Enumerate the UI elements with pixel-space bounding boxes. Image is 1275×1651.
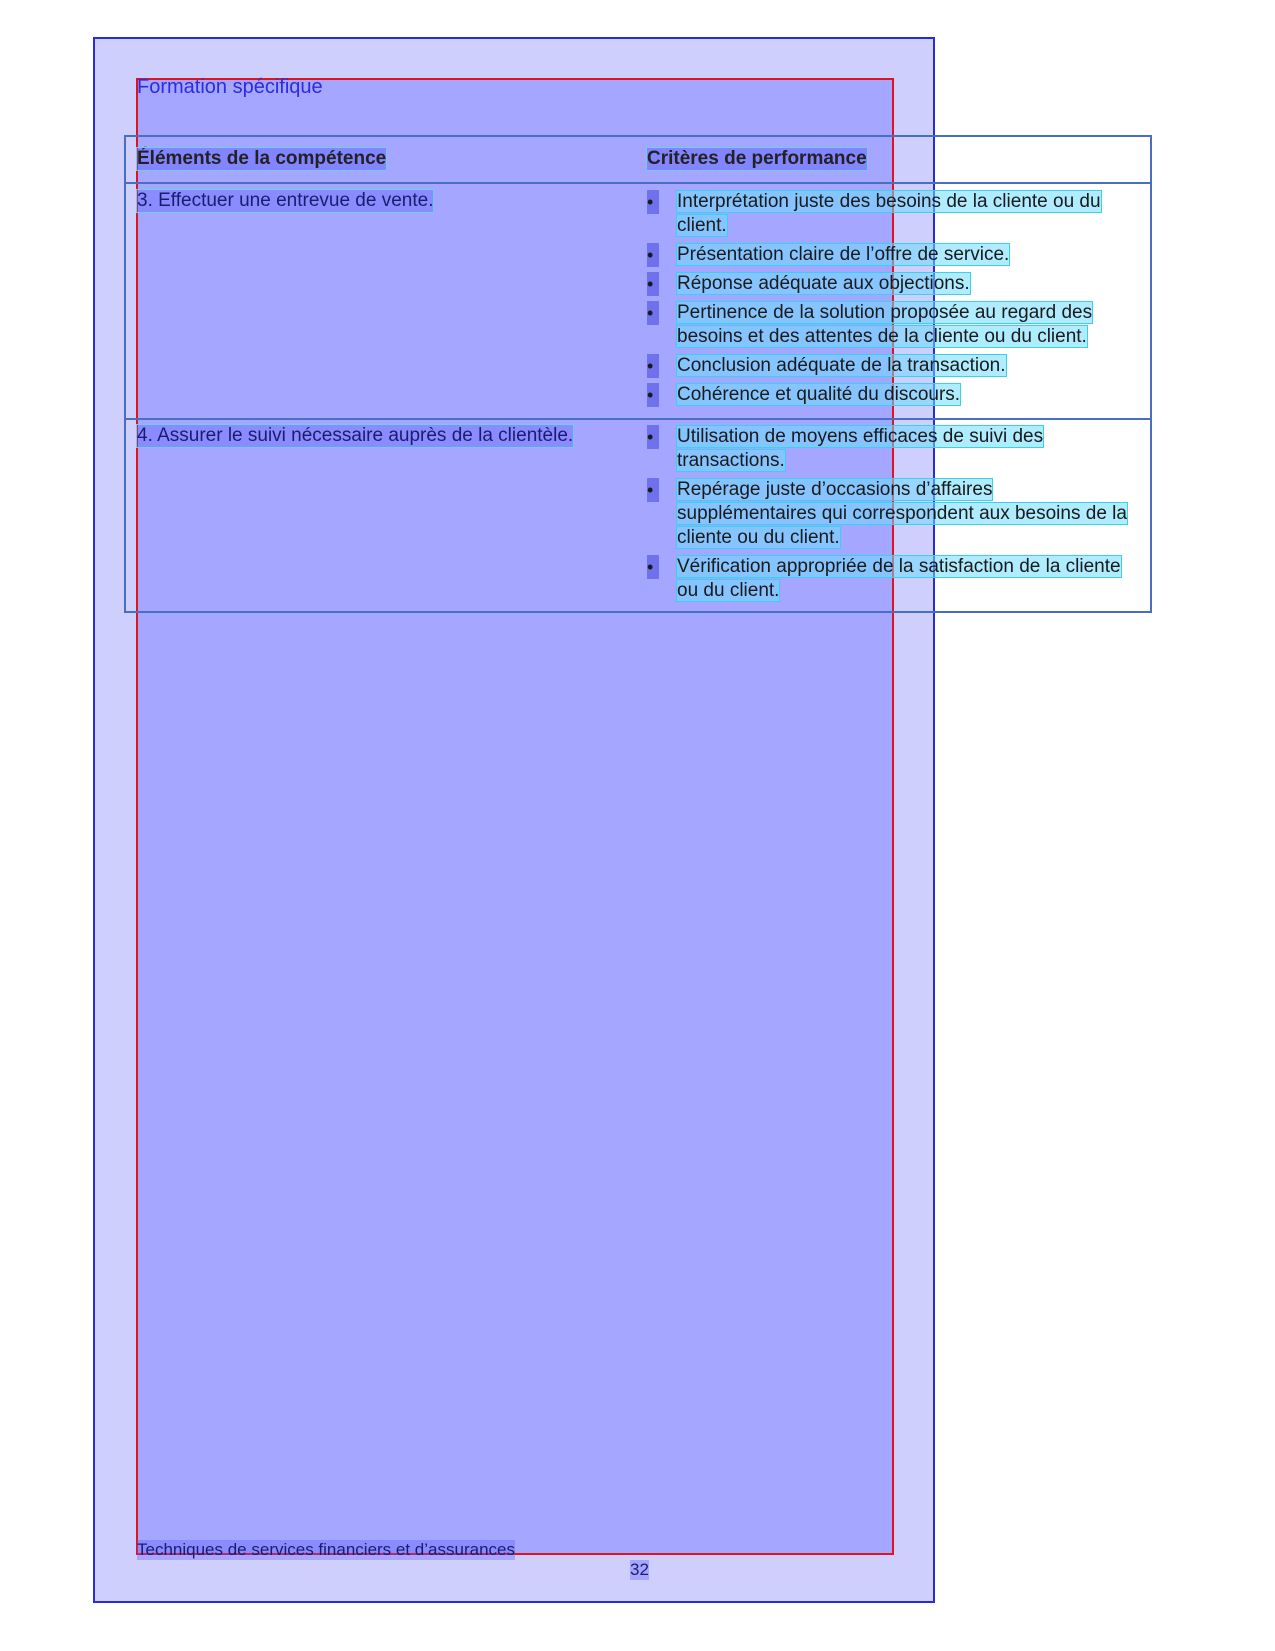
criterion-item: • Conclusion adéquate de la transaction. (647, 355, 1006, 376)
row-separator (126, 418, 1150, 420)
bullet-icon: • (647, 383, 659, 407)
criteria-list-row-4 (647, 425, 1127, 608)
criterion-item: • Présentation claire de l’offre de service. (647, 244, 1010, 265)
criterion-item: • Interprétation juste des besoins de la cliente ou du client. (647, 191, 1101, 236)
bullet-icon: • (647, 243, 659, 267)
header-criteria: Critères de performance (647, 148, 867, 169)
criterion-item: • Réponse adéquate aux objections. (647, 273, 970, 294)
criterion-item: • Pertinence de la solution proposée au regard des besoins et des attentes de la cliente ou du client. (647, 302, 1093, 347)
page-footer: Techniques de services financiers et d’assurances (137, 1540, 515, 1559)
bullet-icon: • (647, 301, 659, 325)
criterion-item: • Vérification appropriée de la satisfaction de la cliente ou du client. (647, 556, 1121, 601)
bullet-icon: • (647, 478, 659, 502)
bullet-icon: • (647, 354, 659, 378)
bullet-icon: • (647, 425, 659, 449)
element-row-4: 4. Assurer le suivi nécessaire auprès de la clientèle. (137, 425, 574, 446)
criteria-list-row-3 (647, 190, 1147, 412)
bullet-icon: • (647, 555, 659, 579)
page-heading: Formation spécifique (137, 76, 323, 98)
bullet-icon: • (647, 190, 659, 214)
criterion-item: • Repérage juste d’occasions d’affaires supplémentaires qui correspondent aux besoins de la cliente ou du client. (647, 479, 1127, 548)
criterion-item: • Utilisation de moyens efficaces de suivi des transactions. (647, 426, 1044, 471)
header-elements: Éléments de la compétence (137, 148, 387, 169)
element-row-3: 3. Effectuer une entrevue de vente. (137, 190, 434, 211)
bullet-icon: • (647, 272, 659, 296)
page-number: 32 (630, 1560, 649, 1579)
header-separator (126, 182, 1150, 184)
criterion-item: • Cohérence et qualité du discours. (647, 384, 961, 405)
